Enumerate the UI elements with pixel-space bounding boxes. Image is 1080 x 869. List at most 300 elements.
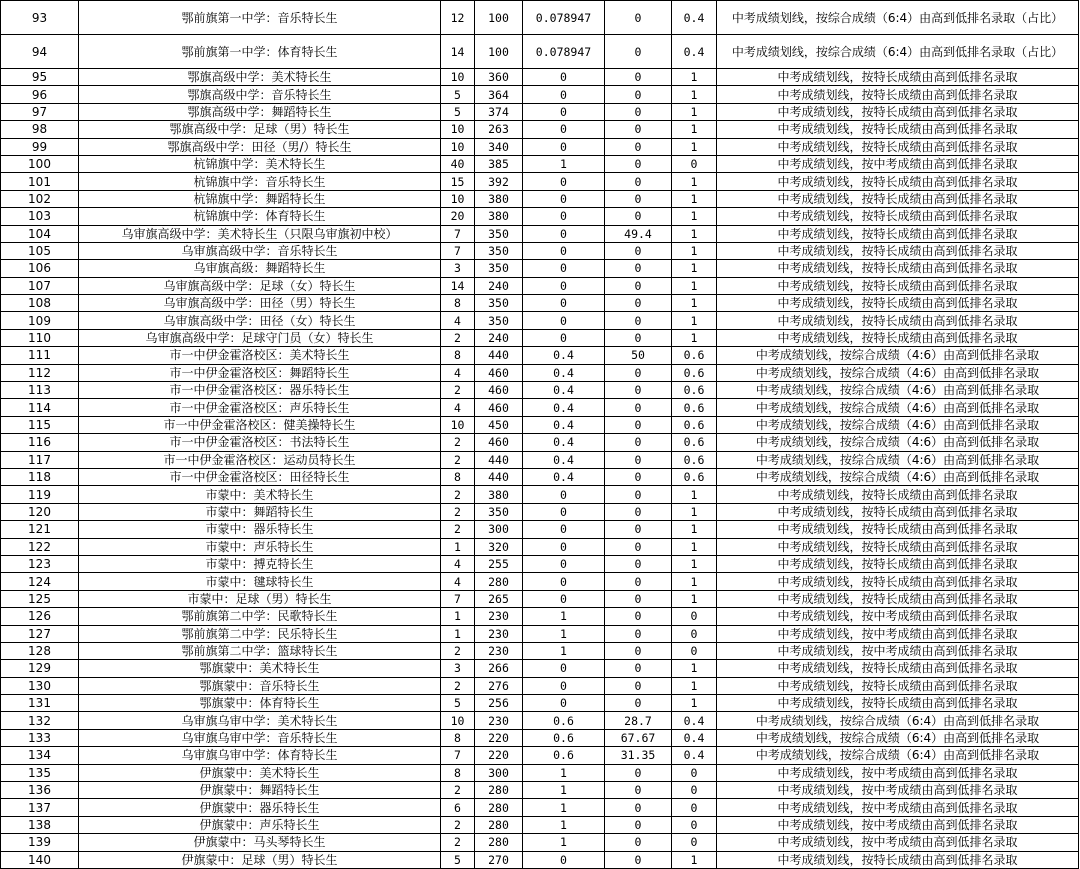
school-program-cell: 鄂前旗第一中学：体育特长生 — [79, 35, 441, 69]
specialty-weight-cell: 0 — [672, 642, 717, 659]
table-row — [1, 173, 1079, 190]
row-number-cell: 132 — [1, 712, 79, 729]
school-program-cell: 乌审旗高级：舞蹈特长生 — [79, 260, 441, 277]
value-cell: 0 — [605, 277, 672, 294]
cutoff-score-cell: 450 — [475, 416, 523, 433]
value-cell: 0 — [605, 208, 672, 225]
cutoff-score-cell: 350 — [475, 260, 523, 277]
cutoff-score-cell: 350 — [475, 242, 523, 259]
specialty-weight-cell: 1 — [672, 190, 717, 207]
plan-count-cell: 2 — [441, 503, 475, 520]
table-row — [1, 277, 1079, 294]
value-cell: 0 — [605, 468, 672, 485]
value-cell: 0 — [605, 416, 672, 433]
plan-count-cell: 4 — [441, 399, 475, 416]
exam-weight-cell: 0.4 — [523, 382, 605, 399]
table-row — [1, 782, 1079, 799]
exam-weight-cell: 0 — [523, 121, 605, 138]
exam-weight-cell: 0 — [523, 225, 605, 242]
admission-rule-cell: 中考成绩划线，按综合成绩（6:4）由高到低排名录取 — [717, 729, 1079, 746]
value-cell: 0 — [605, 573, 672, 590]
cutoff-score-cell: 440 — [475, 347, 523, 364]
school-program-cell: 杭锦旗中学：音乐特长生 — [79, 173, 441, 190]
table-row — [1, 590, 1079, 607]
table-row — [1, 764, 1079, 781]
plan-count-cell: 5 — [441, 103, 475, 120]
plan-count-cell: 6 — [441, 799, 475, 816]
admission-rule-cell: 中考成绩划线，按综合成绩（6:4）由高到低排名录取 — [717, 712, 1079, 729]
table-row — [1, 851, 1079, 868]
exam-weight-cell: 0 — [523, 503, 605, 520]
value-cell: 0 — [605, 851, 672, 868]
value-cell: 0 — [605, 677, 672, 694]
row-number-cell: 97 — [1, 103, 79, 120]
admission-rule-cell: 中考成绩划线，按特长成绩由高到低排名录取 — [717, 242, 1079, 259]
plan-count-cell: 8 — [441, 468, 475, 485]
value-cell: 0 — [605, 138, 672, 155]
table-row — [1, 155, 1079, 172]
value-cell: 0 — [605, 86, 672, 103]
exam-weight-cell: 1 — [523, 764, 605, 781]
cutoff-score-cell: 300 — [475, 521, 523, 538]
exam-weight-cell: 0 — [523, 521, 605, 538]
exam-weight-cell: 0.6 — [523, 747, 605, 764]
value-cell: 0 — [605, 590, 672, 607]
plan-count-cell: 8 — [441, 729, 475, 746]
exam-weight-cell: 0 — [523, 103, 605, 120]
plan-count-cell: 2 — [441, 434, 475, 451]
cutoff-score-cell: 300 — [475, 764, 523, 781]
exam-weight-cell: 0 — [523, 173, 605, 190]
admission-rule-cell: 中考成绩划线，按特长成绩由高到低排名录取 — [717, 851, 1079, 868]
school-program-cell: 市一中伊金霍洛校区：运动员特长生 — [79, 451, 441, 468]
specialty-weight-cell: 1 — [672, 225, 717, 242]
admission-rule-cell: 中考成绩划线，按特长成绩由高到低排名录取 — [717, 695, 1079, 712]
exam-weight-cell: 0 — [523, 538, 605, 555]
specialty-weight-cell: 0.6 — [672, 451, 717, 468]
value-cell: 0 — [605, 382, 672, 399]
specialty-weight-cell: 0 — [672, 799, 717, 816]
table-row — [1, 86, 1079, 103]
cutoff-score-cell: 340 — [475, 138, 523, 155]
plan-count-cell: 5 — [441, 695, 475, 712]
row-number-cell: 116 — [1, 434, 79, 451]
plan-count-cell: 5 — [441, 851, 475, 868]
school-program-cell: 乌审旗乌审中学：体育特长生 — [79, 747, 441, 764]
school-program-cell: 市蒙中：足球（男）特长生 — [79, 590, 441, 607]
exam-weight-cell: 1 — [523, 155, 605, 172]
admission-rule-cell: 中考成绩划线，按特长成绩由高到低排名录取 — [717, 677, 1079, 694]
admission-rule-cell: 中考成绩划线，按特长成绩由高到低排名录取 — [717, 138, 1079, 155]
table-row — [1, 190, 1079, 207]
cutoff-score-cell: 440 — [475, 451, 523, 468]
school-program-cell: 伊旗蒙中：器乐特长生 — [79, 799, 441, 816]
value-cell: 0 — [605, 121, 672, 138]
row-number-cell: 99 — [1, 138, 79, 155]
table-row — [1, 103, 1079, 120]
exam-weight-cell: 0.4 — [523, 434, 605, 451]
school-program-cell: 鄂旗高级中学：舞蹈特长生 — [79, 103, 441, 120]
admission-rule-cell: 中考成绩划线，按特长成绩由高到低排名录取 — [717, 208, 1079, 225]
specialty-weight-cell: 0 — [672, 834, 717, 851]
school-program-cell: 市一中伊金霍洛校区：美术特长生 — [79, 347, 441, 364]
admission-rule-cell: 中考成绩划线，按特长成绩由高到低排名录取 — [717, 69, 1079, 86]
table-row — [1, 295, 1079, 312]
school-program-cell: 市蒙中：声乐特长生 — [79, 538, 441, 555]
cutoff-score-cell: 460 — [475, 434, 523, 451]
admission-rule-cell: 中考成绩划线，按特长成绩由高到低排名录取 — [717, 660, 1079, 677]
table-row — [1, 260, 1079, 277]
cutoff-score-cell: 392 — [475, 173, 523, 190]
row-number-cell: 114 — [1, 399, 79, 416]
school-program-cell: 市蒙中：美术特长生 — [79, 486, 441, 503]
specialty-weight-cell: 1 — [672, 695, 717, 712]
admission-rule-cell: 中考成绩划线，按特长成绩由高到低排名录取 — [717, 573, 1079, 590]
value-cell: 0 — [605, 103, 672, 120]
school-program-cell: 鄂旗高级中学：音乐特长生 — [79, 86, 441, 103]
cutoff-score-cell: 240 — [475, 329, 523, 346]
cutoff-score-cell: 255 — [475, 555, 523, 572]
row-number-cell: 129 — [1, 660, 79, 677]
row-number-cell: 104 — [1, 225, 79, 242]
table-row — [1, 451, 1079, 468]
value-cell: 0 — [605, 782, 672, 799]
value-cell: 0 — [605, 660, 672, 677]
cutoff-score-cell: 280 — [475, 816, 523, 833]
specialty-weight-cell: 1 — [672, 69, 717, 86]
value-cell: 0 — [605, 764, 672, 781]
school-program-cell: 伊旗蒙中：美术特长生 — [79, 764, 441, 781]
row-number-cell: 135 — [1, 764, 79, 781]
table-row — [1, 35, 1079, 69]
exam-weight-cell: 1 — [523, 782, 605, 799]
admission-rule-cell: 中考成绩划线，按综合成绩（4:6）由高到低排名录取 — [717, 364, 1079, 381]
exam-weight-cell: 0 — [523, 486, 605, 503]
cutoff-score-cell: 280 — [475, 573, 523, 590]
exam-weight-cell: 0.4 — [523, 451, 605, 468]
admission-rule-cell: 中考成绩划线，按中考成绩由高到低排名录取 — [717, 625, 1079, 642]
school-program-cell: 鄂前旗第一中学：音乐特长生 — [79, 1, 441, 35]
row-number-cell: 138 — [1, 816, 79, 833]
table-row — [1, 747, 1079, 764]
specialty-weight-cell: 1 — [672, 260, 717, 277]
row-number-cell: 121 — [1, 521, 79, 538]
specialty-weight-cell: 1 — [672, 86, 717, 103]
cutoff-score-cell: 100 — [475, 1, 523, 35]
cutoff-score-cell: 280 — [475, 782, 523, 799]
value-cell: 31.35 — [605, 747, 672, 764]
row-number-cell: 110 — [1, 329, 79, 346]
table-row — [1, 712, 1079, 729]
school-program-cell: 市蒙中：搏克特长生 — [79, 555, 441, 572]
plan-count-cell: 2 — [441, 486, 475, 503]
row-number-cell: 125 — [1, 590, 79, 607]
row-number-cell: 105 — [1, 242, 79, 259]
cutoff-score-cell: 380 — [475, 208, 523, 225]
admission-rule-cell: 中考成绩划线，按中考成绩由高到低排名录取 — [717, 782, 1079, 799]
value-cell: 0 — [605, 434, 672, 451]
row-number-cell: 101 — [1, 173, 79, 190]
cutoff-score-cell: 276 — [475, 677, 523, 694]
plan-count-cell: 2 — [441, 834, 475, 851]
specialty-weight-cell: 1 — [672, 486, 717, 503]
row-number-cell: 139 — [1, 834, 79, 851]
value-cell: 0 — [605, 642, 672, 659]
school-program-cell: 乌审旗乌审中学：美术特长生 — [79, 712, 441, 729]
plan-count-cell: 20 — [441, 208, 475, 225]
plan-count-cell: 2 — [441, 451, 475, 468]
plan-count-cell: 2 — [441, 782, 475, 799]
table-row — [1, 695, 1079, 712]
table-row — [1, 121, 1079, 138]
value-cell: 0 — [605, 503, 672, 520]
school-program-cell: 乌审旗高级中学：田径（女）特长生 — [79, 312, 441, 329]
value-cell: 0 — [605, 555, 672, 572]
row-number-cell: 136 — [1, 782, 79, 799]
row-number-cell: 117 — [1, 451, 79, 468]
value-cell: 50 — [605, 347, 672, 364]
admission-rule-cell: 中考成绩划线，按综合成绩（4:6）由高到低排名录取 — [717, 399, 1079, 416]
specialty-weight-cell: 0.6 — [672, 399, 717, 416]
table-row — [1, 521, 1079, 538]
exam-weight-cell: 0 — [523, 329, 605, 346]
admission-rule-cell: 中考成绩划线，按特长成绩由高到低排名录取 — [717, 538, 1079, 555]
school-program-cell: 市一中伊金霍洛校区：舞蹈特长生 — [79, 364, 441, 381]
plan-count-cell: 4 — [441, 312, 475, 329]
table-row — [1, 468, 1079, 485]
exam-weight-cell: 0 — [523, 295, 605, 312]
value-cell: 0 — [605, 608, 672, 625]
exam-weight-cell: 0 — [523, 86, 605, 103]
school-program-cell: 市一中伊金霍洛校区：器乐特长生 — [79, 382, 441, 399]
table-row — [1, 1, 1079, 35]
value-cell: 0 — [605, 695, 672, 712]
school-program-cell: 鄂旗蒙中：体育特长生 — [79, 695, 441, 712]
admission-rule-cell: 中考成绩划线，按综合成绩（4:6）由高到低排名录取 — [717, 416, 1079, 433]
table-row — [1, 434, 1079, 451]
row-number-cell: 109 — [1, 312, 79, 329]
value-cell: 0 — [605, 190, 672, 207]
admission-rule-cell: 中考成绩划线，按特长成绩由高到低排名录取 — [717, 103, 1079, 120]
row-number-cell: 126 — [1, 608, 79, 625]
school-program-cell: 鄂前旗第二中学：民乐特长生 — [79, 625, 441, 642]
specialty-weight-cell: 0.6 — [672, 434, 717, 451]
specialty-weight-cell: 1 — [672, 138, 717, 155]
school-program-cell: 乌审旗高级中学：足球（女）特长生 — [79, 277, 441, 294]
school-program-cell: 伊旗蒙中：足球（男）特长生 — [79, 851, 441, 868]
specialty-weight-cell: 0.6 — [672, 416, 717, 433]
table-row — [1, 608, 1079, 625]
school-program-cell: 市蒙中：毽球特长生 — [79, 573, 441, 590]
value-cell: 67.67 — [605, 729, 672, 746]
plan-count-cell: 7 — [441, 747, 475, 764]
exam-weight-cell: 0 — [523, 573, 605, 590]
specialty-weight-cell: 0 — [672, 764, 717, 781]
plan-count-cell: 8 — [441, 295, 475, 312]
value-cell: 0 — [605, 799, 672, 816]
plan-count-cell: 14 — [441, 35, 475, 69]
cutoff-score-cell: 350 — [475, 295, 523, 312]
value-cell: 0 — [605, 816, 672, 833]
row-number-cell: 94 — [1, 35, 79, 69]
plan-count-cell: 10 — [441, 416, 475, 433]
value-cell: 0 — [605, 173, 672, 190]
admission-rule-cell: 中考成绩划线，按中考成绩由高到低排名录取 — [717, 155, 1079, 172]
cutoff-score-cell: 266 — [475, 660, 523, 677]
admission-rule-cell: 中考成绩划线，按特长成绩由高到低排名录取 — [717, 225, 1079, 242]
admission-rule-cell: 中考成绩划线，按特长成绩由高到低排名录取 — [717, 295, 1079, 312]
row-number-cell: 124 — [1, 573, 79, 590]
plan-count-cell: 10 — [441, 121, 475, 138]
table-row — [1, 799, 1079, 816]
plan-count-cell: 40 — [441, 155, 475, 172]
specialty-weight-cell: 0.4 — [672, 35, 717, 69]
row-number-cell: 131 — [1, 695, 79, 712]
school-program-cell: 乌审旗高级中学：田径（男）特长生 — [79, 295, 441, 312]
cutoff-score-cell: 380 — [475, 190, 523, 207]
admission-rule-cell: 中考成绩划线，按中考成绩由高到低排名录取 — [717, 834, 1079, 851]
cutoff-score-cell: 320 — [475, 538, 523, 555]
admission-rule-cell: 中考成绩划线，按特长成绩由高到低排名录取 — [717, 521, 1079, 538]
cutoff-score-cell: 230 — [475, 642, 523, 659]
plan-count-cell: 7 — [441, 225, 475, 242]
value-cell: 0 — [605, 295, 672, 312]
cutoff-score-cell: 374 — [475, 103, 523, 120]
exam-weight-cell: 0 — [523, 69, 605, 86]
row-number-cell: 127 — [1, 625, 79, 642]
value-cell: 49.4 — [605, 225, 672, 242]
plan-count-cell: 1 — [441, 608, 475, 625]
table-row — [1, 364, 1079, 381]
value-cell: 0 — [605, 399, 672, 416]
row-number-cell: 123 — [1, 555, 79, 572]
specialty-weight-cell: 1 — [672, 295, 717, 312]
table-row — [1, 347, 1079, 364]
exam-weight-cell: 0.4 — [523, 416, 605, 433]
plan-count-cell: 4 — [441, 573, 475, 590]
school-program-cell: 鄂前旗第二中学：篮球特长生 — [79, 642, 441, 659]
admission-rule-cell: 中考成绩划线，按综合成绩（4:6）由高到低排名录取 — [717, 434, 1079, 451]
exam-weight-cell: 0.6 — [523, 712, 605, 729]
plan-count-cell: 1 — [441, 625, 475, 642]
value-cell: 0 — [605, 834, 672, 851]
plan-count-cell: 8 — [441, 347, 475, 364]
plan-count-cell: 3 — [441, 260, 475, 277]
plan-count-cell: 3 — [441, 660, 475, 677]
school-program-cell: 鄂旗高级中学：美术特长生 — [79, 69, 441, 86]
plan-count-cell: 2 — [441, 382, 475, 399]
admission-rule-cell: 中考成绩划线，按中考成绩由高到低排名录取 — [717, 816, 1079, 833]
plan-count-cell: 10 — [441, 138, 475, 155]
cutoff-score-cell: 350 — [475, 312, 523, 329]
cutoff-score-cell: 100 — [475, 35, 523, 69]
specialty-weight-cell: 0.6 — [672, 468, 717, 485]
school-program-cell: 鄂旗高级中学：足球（男）特长生 — [79, 121, 441, 138]
value-cell: 0 — [605, 260, 672, 277]
specialty-weight-cell: 1 — [672, 555, 717, 572]
specialty-weight-cell: 1 — [672, 538, 717, 555]
admission-rule-cell: 中考成绩划线，按综合成绩（6:4）由高到低排名录取 — [717, 747, 1079, 764]
exam-weight-cell: 0 — [523, 677, 605, 694]
plan-count-cell: 4 — [441, 364, 475, 381]
specialty-weight-cell: 0.6 — [672, 382, 717, 399]
cutoff-score-cell: 220 — [475, 729, 523, 746]
exam-weight-cell: 1 — [523, 816, 605, 833]
school-program-cell: 市一中伊金霍洛校区：健美操特长生 — [79, 416, 441, 433]
plan-count-cell: 10 — [441, 712, 475, 729]
table-row — [1, 816, 1079, 833]
table-row — [1, 677, 1079, 694]
school-program-cell: 鄂前旗第二中学：民歌特长生 — [79, 608, 441, 625]
plan-count-cell: 7 — [441, 242, 475, 259]
school-program-cell: 伊旗蒙中：舞蹈特长生 — [79, 782, 441, 799]
row-number-cell: 118 — [1, 468, 79, 485]
admission-rule-cell: 中考成绩划线，按中考成绩由高到低排名录取 — [717, 642, 1079, 659]
value-cell: 0 — [605, 625, 672, 642]
value-cell: 0 — [605, 538, 672, 555]
school-program-cell: 鄂旗蒙中：美术特长生 — [79, 660, 441, 677]
table-row — [1, 729, 1079, 746]
row-number-cell: 107 — [1, 277, 79, 294]
plan-count-cell: 4 — [441, 555, 475, 572]
specialty-weight-cell: 1 — [672, 103, 717, 120]
admission-rule-cell: 中考成绩划线，按综合成绩（4:6）由高到低排名录取 — [717, 347, 1079, 364]
row-number-cell: 106 — [1, 260, 79, 277]
cutoff-score-cell: 280 — [475, 834, 523, 851]
value-cell: 0 — [605, 451, 672, 468]
exam-weight-cell: 0 — [523, 590, 605, 607]
plan-count-cell: 2 — [441, 677, 475, 694]
row-number-cell: 134 — [1, 747, 79, 764]
table-body — [1, 1, 1079, 869]
table-row — [1, 208, 1079, 225]
school-program-cell: 乌审旗乌审中学：音乐特长生 — [79, 729, 441, 746]
value-cell: 0 — [605, 486, 672, 503]
school-program-cell: 乌审旗高级中学：足球守门员（女）特长生 — [79, 329, 441, 346]
exam-weight-cell: 1 — [523, 642, 605, 659]
table-row — [1, 834, 1079, 851]
plan-count-cell: 15 — [441, 173, 475, 190]
school-program-cell: 市一中伊金霍洛校区：声乐特长生 — [79, 399, 441, 416]
cutoff-score-cell: 240 — [475, 277, 523, 294]
cutoff-score-cell: 256 — [475, 695, 523, 712]
cutoff-score-cell: 265 — [475, 590, 523, 607]
admission-rule-cell: 中考成绩划线，按特长成绩由高到低排名录取 — [717, 86, 1079, 103]
specialty-weight-cell: 0.4 — [672, 712, 717, 729]
plan-count-cell: 5 — [441, 86, 475, 103]
school-program-cell: 鄂旗蒙中：音乐特长生 — [79, 677, 441, 694]
cutoff-score-cell: 280 — [475, 799, 523, 816]
exam-weight-cell: 1 — [523, 625, 605, 642]
table-row — [1, 573, 1079, 590]
value-cell: 0 — [605, 242, 672, 259]
table-row — [1, 399, 1079, 416]
exam-weight-cell: 0 — [523, 208, 605, 225]
exam-weight-cell: 0.078947 — [523, 35, 605, 69]
table-row — [1, 503, 1079, 520]
specialty-weight-cell: 1 — [672, 208, 717, 225]
row-number-cell: 120 — [1, 503, 79, 520]
plan-count-cell: 8 — [441, 764, 475, 781]
cutoff-score-cell: 220 — [475, 747, 523, 764]
specialty-weight-cell: 0.4 — [672, 747, 717, 764]
specialty-weight-cell: 1 — [672, 503, 717, 520]
table-row — [1, 312, 1079, 329]
exam-weight-cell: 0.4 — [523, 347, 605, 364]
cutoff-score-cell: 440 — [475, 468, 523, 485]
cutoff-score-cell: 385 — [475, 155, 523, 172]
school-program-cell: 市一中伊金霍洛校区：田径特长生 — [79, 468, 441, 485]
